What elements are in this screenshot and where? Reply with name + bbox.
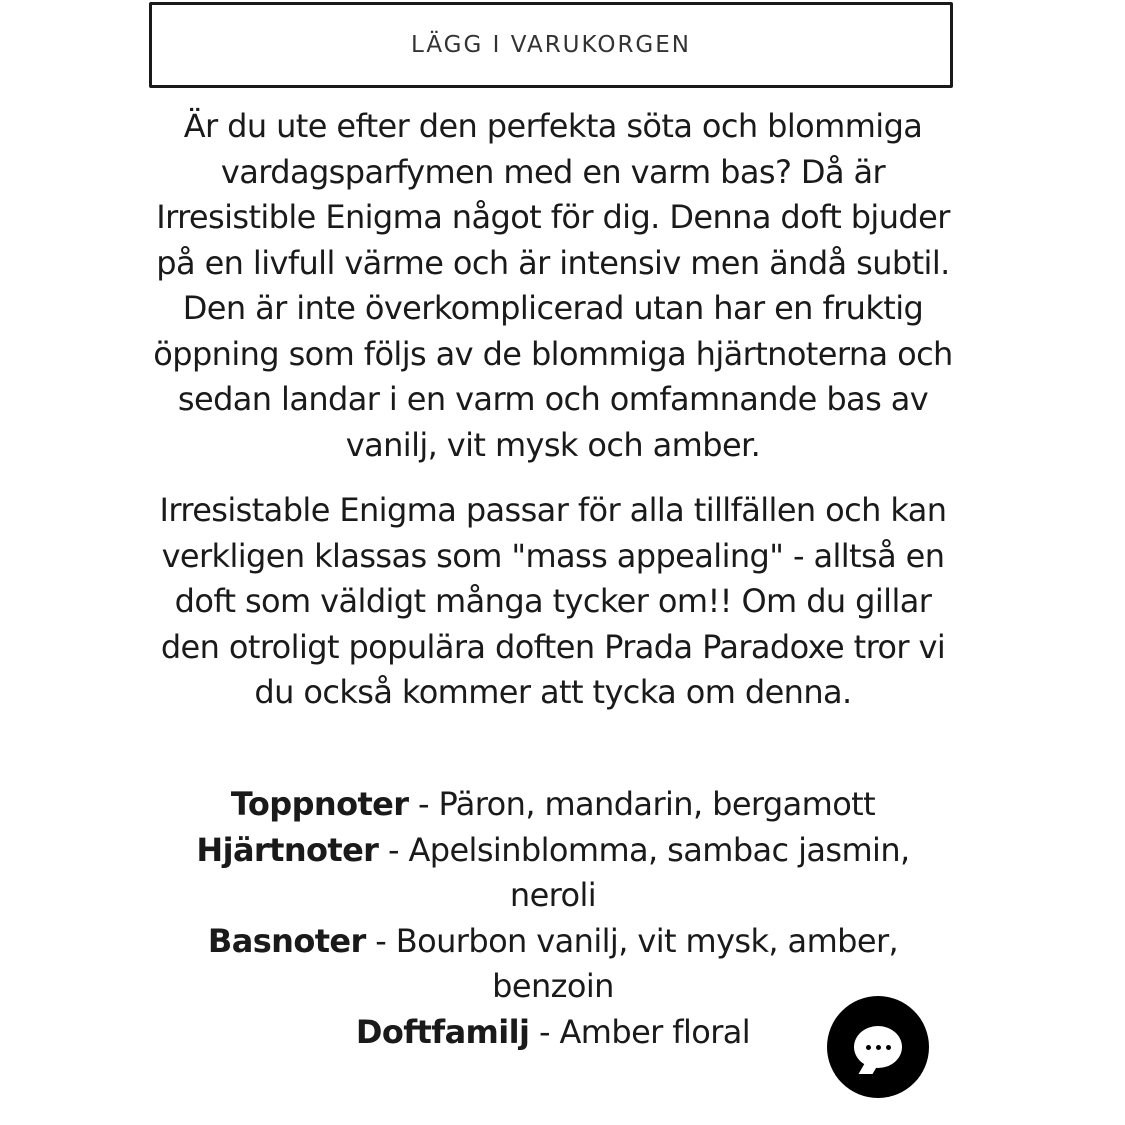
note-value: Bourbon vanilj, vit mysk, amber, benzoin <box>395 921 899 1005</box>
fragrance-notes <box>150 782 956 1055</box>
description-paragraph-1: Är du ute efter den perfekta söta och blommiga vardagsparfymen med en varm bas? Då är Irresistible Enigma något för dig. Denna doft bjuder på en livfull värme och är intensiv men ändå subtil. Den är inte överkomplicerad utan har en fruktig öppning som följs av de blommiga hjärtnoterna och sedan landar i en varm och omfamnande bas av vanilj, vit mysk och amber. <box>153 107 953 464</box>
note-label: Basnoter <box>207 921 366 960</box>
add-to-cart-button[interactable] <box>149 2 953 88</box>
note-line-top <box>150 782 956 828</box>
note-value: Päron, mandarin, bergamott <box>438 785 876 823</box>
note-separator: - <box>408 785 439 823</box>
chat-dot <box>886 1045 891 1050</box>
note-label: Toppnoter <box>230 785 409 823</box>
note-value: Apelsinblomma, sambac jasmin, neroli <box>408 830 910 914</box>
note-separator: - <box>529 1012 560 1051</box>
description-paragraph-2: Irresistable Enigma passar för alla tillfällen och kan verkligen klassas som "mass appealing" - alltså en doft som väldigt många tycker om!! Om du gillar den otroligt populära doften Prada Paradoxe tror vi du också kommer att tycka om denna. <box>159 491 947 711</box>
note-line-heart <box>173 828 933 919</box>
chat-dot <box>876 1045 881 1050</box>
note-label: Hjärtnoter <box>196 830 379 869</box>
note-separator: - <box>365 921 396 960</box>
add-to-cart-label: LÄGG I VARUKORGEN <box>410 32 691 58</box>
chat-dot <box>866 1045 871 1050</box>
note-separator: - <box>378 830 409 869</box>
note-label: Doftfamilj <box>355 1012 530 1051</box>
note-value: Amber floral <box>559 1012 751 1051</box>
note-line-base <box>173 919 933 1010</box>
chat-bubble-icon <box>854 1026 902 1068</box>
chat-launcher-button[interactable] <box>827 996 929 1098</box>
